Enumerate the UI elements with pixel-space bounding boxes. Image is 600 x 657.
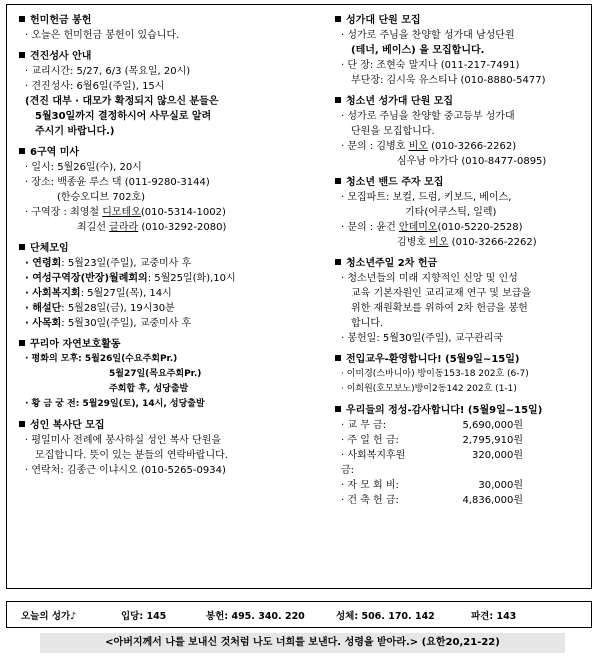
line: · 사목회: 5월30일(주일), 교중미사 후 <box>25 318 192 329</box>
section-title: 성가대 단원 모집 <box>333 13 595 28</box>
line: · 성가로 주님을 찬양할 중고등부 성가대 <box>341 111 515 122</box>
square-bullet-icon <box>335 97 341 103</box>
line: 5월30일까지 결정하시어 사무실로 알려 <box>35 111 212 122</box>
left-column <box>17 13 313 484</box>
section-title: 꾸리아 자연보호활동 <box>17 337 313 352</box>
line: · 봉헌일: 5월30일(주일), 교구관리국 <box>341 333 504 344</box>
section-offering-rice <box>17 13 313 43</box>
line: 부단장: 김시욱 유스티나 (010-8880-5477) <box>351 75 546 86</box>
line: · 여성구역장(반장)월례회의: 5월25일(화),10시 <box>25 273 236 284</box>
line: (한승오디브 702호) <box>57 192 146 203</box>
section-group-meetings <box>17 241 313 331</box>
section-confirmation <box>17 49 313 139</box>
section-title: 청소년주일 2차 헌금 <box>333 256 595 271</box>
section-adult-altar-servers <box>17 418 313 478</box>
line: · 일시: 5월26일(수), 20시 <box>25 162 142 173</box>
bulletin-frame <box>6 4 592 589</box>
line: · 사회복지회: 5월27일(목), 14시 <box>25 288 172 299</box>
section-title: 6구역 미사 <box>17 145 313 160</box>
line: 최길선 글라라 (010-3292-2080) <box>77 222 227 233</box>
section-title: 견진성사 안내 <box>17 49 313 64</box>
section-title: 성인 복사단 모집 <box>17 418 313 433</box>
section-title: 청소년 밴드 주자 모집 <box>333 175 595 190</box>
line: 합니다. <box>351 318 384 329</box>
section-title: 전입교우-환영합니다! (5월9일~15일) <box>333 352 595 367</box>
section-new-parishioners <box>333 352 595 397</box>
section-youth-band <box>333 175 595 250</box>
line: 김병호 비오 (010-3266-2262) <box>397 237 537 248</box>
line: 5월27일(목요주회Pr.) <box>109 369 202 379</box>
line: · 장소: 백종윤 루스 댁 (011-9280-3144) <box>25 177 210 188</box>
square-bullet-icon <box>335 406 341 412</box>
square-bullet-icon <box>19 16 25 22</box>
line: 교육 기본자원인 교리교재 연구 및 보급을 <box>351 288 532 299</box>
donation-row: · 주 일 헌 금: 2,795,910원 <box>341 435 523 446</box>
line: · 견진성사: 6월6일(주일), 15시 <box>25 81 165 92</box>
line: · 단 장: 조현숙 말지나 (011-217-7491) <box>341 60 520 71</box>
line: · 오늘은 헌미헌금 봉헌이 있습니다. <box>25 30 180 41</box>
hymn-offertory: 봉헌: 495. 340. 220 <box>206 610 305 622</box>
hymn-label: 오늘의 성가♪ <box>21 610 77 622</box>
section-district-mass <box>17 145 313 235</box>
section-youth-choir <box>333 94 595 169</box>
section-title: 청소년 성가대 단원 모집 <box>333 94 595 109</box>
line: · 황 금 궁 전: 5월29일(토), 14시, 성당출발 <box>25 399 205 409</box>
hymn-entrance: 입당: 145 <box>121 610 167 622</box>
line: · 모집파트: 보컬, 드럼, 키보드, 베이스, <box>341 192 512 203</box>
donation-row: · 사회복지후원금: 320,000원 <box>341 450 523 476</box>
square-bullet-icon <box>335 259 341 265</box>
section-title: 헌미헌금 봉헌 <box>17 13 313 28</box>
line: 주시기 바랍니다.) <box>35 126 115 137</box>
section-title: 우리들의 정성-감사합니다! (5월9일~15일) <box>333 403 595 418</box>
square-bullet-icon <box>335 16 341 22</box>
square-bullet-icon <box>335 355 341 361</box>
line: · 이미경(스바니아) 방이동153-18 202호 (6-7) <box>341 369 529 379</box>
hymn-bar <box>6 601 592 628</box>
square-bullet-icon <box>335 178 341 184</box>
square-bullet-icon <box>19 421 25 427</box>
square-bullet-icon <box>19 148 25 154</box>
right-column <box>333 13 595 514</box>
hymn-recessional: 파견: 143 <box>471 610 517 622</box>
line: · 이희원(호모보노)방이2동142 202호 (1-1) <box>341 384 517 394</box>
line: (견진 대부 · 대모가 확정되지 않으신 분들은 <box>25 96 219 107</box>
line: · 구역장 : 최영철 디모테오(010-5314-1002) <box>25 207 226 218</box>
line: · 청소년들의 미래 지향적인 신앙 및 인성 <box>341 273 518 284</box>
section-choir-recruit <box>333 13 595 88</box>
section-title: 단체모임 <box>17 241 313 256</box>
line: 모집합니다. 뜻이 있는 분들의 연락바랍니다. <box>35 450 228 461</box>
donation-row: · 교 무 금: 5,690,000원 <box>341 420 523 431</box>
hymn-communion: 성체: 506. 170. 142 <box>336 610 435 622</box>
line: · 평화의 모후: 5월26일(수요주회Pr.) <box>25 354 178 364</box>
line: · 문의 : 윤건 안데미오(010-5220-2528) <box>341 222 523 233</box>
donation-row: · 건 축 헌 금: 4,836,000원 <box>341 495 523 506</box>
line: 기타(어쿠스틱, 일렉) <box>405 207 497 218</box>
line: · 교리시간: 5/27, 6/3 (목요일, 20시) <box>25 66 191 77</box>
line: · 해설단: 5월28일(금), 19시30분 <box>25 303 175 314</box>
line: 주회합 후, 성당출발 <box>109 384 189 394</box>
line: · 성가로 주님을 찬양할 성가대 남성단원 <box>341 30 515 41</box>
scripture-verse: <아버지께서 나를 보내신 것처럼 나도 너희를 보낸다. 성령을 받아라.> (요한20,21-22) <box>40 633 565 653</box>
line: · 연령회: 5월23일(주일), 교중미사 후 <box>25 258 192 269</box>
line: · 평일미사 전례에 봉사하실 성인 복사 단원을 <box>25 435 222 446</box>
line: 위한 재원확보를 위하여 2차 헌금을 봉헌 <box>351 303 528 314</box>
line: 단원을 모집합니다. <box>351 126 435 137</box>
section-donations <box>333 403 595 508</box>
line: 심우남 아가다 (010-8477-0895) <box>397 156 547 167</box>
line: · 문의 : 김병호 비오 (010-3266-2262) <box>341 141 517 152</box>
section-youth-sunday-collection <box>333 256 595 346</box>
square-bullet-icon <box>19 52 25 58</box>
line: · 연락처: 김종근 이냐시오 (010-5265-0934) <box>25 465 226 476</box>
line: (테너, 베이스) 을 모집합니다. <box>351 45 485 56</box>
square-bullet-icon <box>19 244 25 250</box>
section-curia-nature <box>17 337 313 412</box>
donation-row: · 자 모 회 비: 30,000원 <box>341 480 523 491</box>
square-bullet-icon <box>19 340 25 346</box>
